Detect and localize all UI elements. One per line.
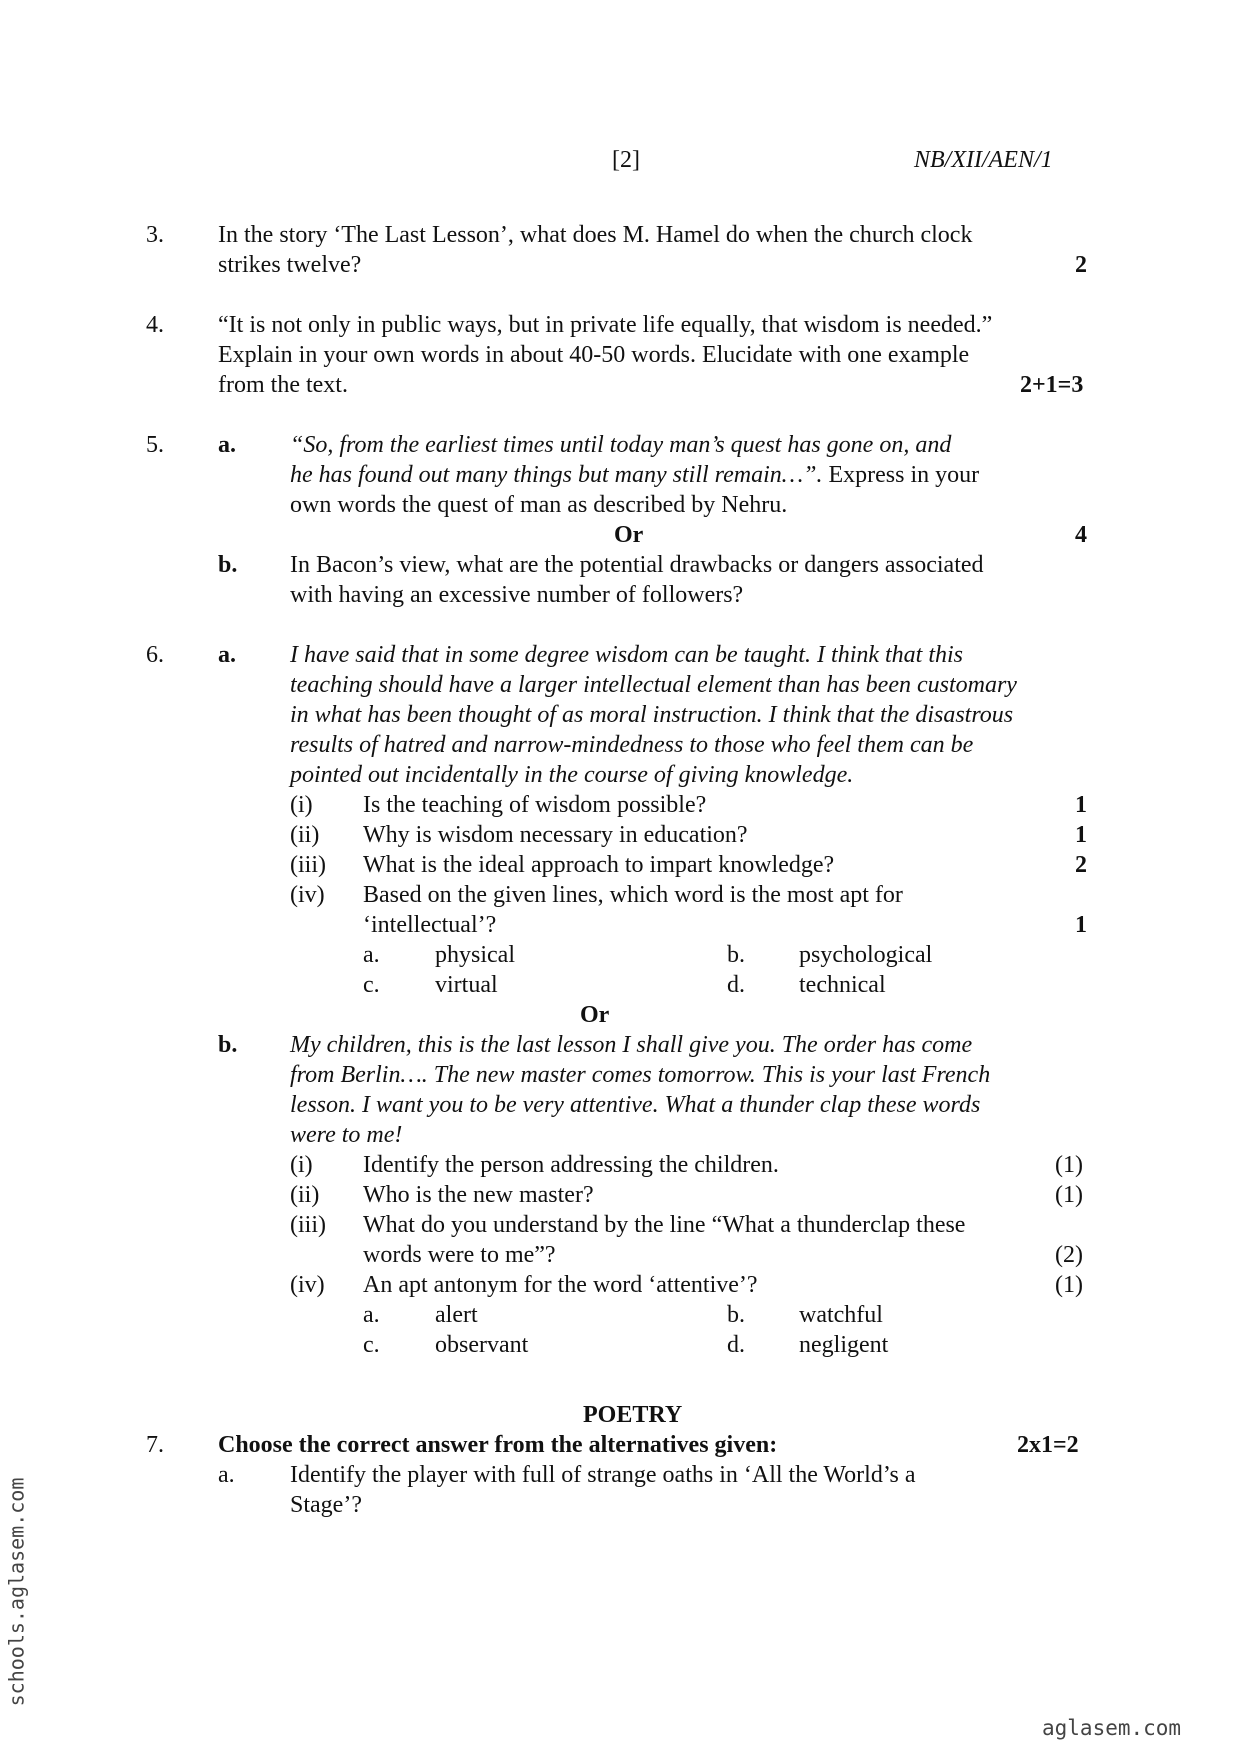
question-number: 5. bbox=[146, 432, 164, 458]
marks: 2 bbox=[1075, 252, 1087, 278]
sub-question-text: Identify the person addressing the children. bbox=[363, 1152, 779, 1178]
sub-question-text: Why is wisdom necessary in education? bbox=[363, 822, 748, 848]
marks: (1) bbox=[1055, 1152, 1083, 1178]
option-label: a. bbox=[218, 642, 236, 668]
question-text: from the text. bbox=[218, 372, 348, 398]
sub-question-number: (i) bbox=[290, 792, 313, 818]
choice-label: d. bbox=[727, 972, 745, 998]
question-text bbox=[290, 460, 979, 490]
question-text: Stage’? bbox=[290, 1492, 362, 1518]
option-label: b. bbox=[218, 552, 238, 578]
choice-text: negligent bbox=[799, 1332, 889, 1358]
watermark-side: schools.aglasem.com bbox=[4, 1477, 29, 1707]
question-number: 7. bbox=[146, 1432, 164, 1458]
sub-question-number: (ii) bbox=[290, 1182, 320, 1208]
question-text: In the story ‘The Last Lesson’, what does M. Hamel do when the church clock bbox=[218, 222, 973, 248]
question-instruction: Choose the correct answer from the alternatives given: bbox=[218, 1432, 778, 1458]
sub-question-text: ‘intellectual’? bbox=[363, 912, 497, 938]
question-text: Explain in your own words in about 40-50 words. Elucidate with one example bbox=[218, 342, 970, 368]
choice-text: physical bbox=[435, 942, 515, 968]
passage-line: lesson. I want you to be very attentive. What a thunder clap these words bbox=[290, 1092, 981, 1118]
choice-label: a. bbox=[363, 942, 380, 968]
sub-question-text: Based on the given lines, which word is the most apt for bbox=[363, 882, 903, 908]
or-divider: Or bbox=[614, 522, 644, 548]
question-text: with having an excessive number of followers? bbox=[290, 582, 744, 608]
marks: 2+1=3 bbox=[1020, 372, 1084, 398]
sub-question-text: What do you understand by the line “What a thunderclap these bbox=[363, 1212, 966, 1238]
choice-label: b. bbox=[727, 1302, 745, 1328]
marks: 4 bbox=[1075, 522, 1087, 548]
passage-line: were to me! bbox=[290, 1122, 403, 1148]
passage-line: results of hatred and narrow-mindedness to those who feel them can be bbox=[290, 732, 974, 758]
question-number: 6. bbox=[146, 642, 164, 668]
passage-line: I have said that in some degree wisdom can be taught. I think that this bbox=[290, 642, 964, 668]
choice-text: alert bbox=[435, 1302, 478, 1328]
page-number: [2] bbox=[612, 147, 640, 173]
marks: 1 bbox=[1075, 792, 1087, 818]
sub-question-text: An apt antonym for the word ‘attentive’? bbox=[363, 1272, 758, 1298]
sub-question-text: What is the ideal approach to impart knowledge? bbox=[363, 852, 835, 878]
marks: 1 bbox=[1075, 822, 1087, 848]
choice-label: b. bbox=[727, 942, 745, 968]
question-text: In Bacon’s view, what are the potential drawbacks or dangers associated bbox=[290, 552, 984, 578]
question-text: own words the quest of man as described by Nehru. bbox=[290, 492, 788, 518]
choice-text: observant bbox=[435, 1332, 529, 1358]
sub-question-number: (iii) bbox=[290, 852, 326, 878]
choice-label: a. bbox=[363, 1302, 380, 1328]
sub-question-text: Who is the new master? bbox=[363, 1182, 594, 1208]
sub-question-text: words were to me”? bbox=[363, 1242, 556, 1268]
question-number: 4. bbox=[146, 312, 164, 338]
choice-text: watchful bbox=[799, 1302, 883, 1328]
choice-label: c. bbox=[363, 1332, 380, 1358]
marks: 1 bbox=[1075, 912, 1087, 938]
quote-text: he has found out many things but many still remain…”. bbox=[290, 462, 823, 488]
option-label: b. bbox=[218, 1032, 238, 1058]
question-number: 3. bbox=[146, 222, 164, 248]
sub-question-number: (iv) bbox=[290, 882, 325, 908]
question-text: Express in your bbox=[822, 462, 980, 488]
choice-label: c. bbox=[363, 972, 380, 998]
paper-code: NB/XII/AEN/1 bbox=[914, 147, 1053, 173]
watermark-corner: aglasem.com bbox=[1042, 1716, 1182, 1740]
sub-question-number: (iv) bbox=[290, 1272, 325, 1298]
marks: 2x1=2 bbox=[1017, 1432, 1079, 1458]
passage-line: in what has been thought of as moral instruction. I think that the disastrous bbox=[290, 702, 1014, 728]
sub-question-number: (i) bbox=[290, 1152, 313, 1178]
sub-question-number: (ii) bbox=[290, 822, 320, 848]
passage-line: from Berlin…. The new master comes tomorrow. This is your last French bbox=[290, 1062, 991, 1088]
question-text: Identify the player with full of strange oaths in ‘All the World’s a bbox=[290, 1462, 916, 1488]
passage-line: teaching should have a larger intellectual element than has been customary bbox=[290, 672, 1017, 698]
marks: (1) bbox=[1055, 1272, 1083, 1298]
quote-text: “So, from the earliest times until today man’s quest has gone on, and bbox=[290, 432, 952, 458]
question-text: “It is not only in public ways, but in private life equally, that wisdom is needed.” bbox=[218, 312, 993, 338]
choice-text: virtual bbox=[435, 972, 498, 998]
choice-text: technical bbox=[799, 972, 886, 998]
passage-line: My children, this is the last lesson I shall give you. The order has come bbox=[290, 1032, 973, 1058]
option-label: a. bbox=[218, 1462, 235, 1488]
option-label: a. bbox=[218, 432, 236, 458]
marks: 2 bbox=[1075, 852, 1087, 878]
marks: (2) bbox=[1055, 1242, 1083, 1268]
choice-label: d. bbox=[727, 1332, 745, 1358]
choice-text: psychological bbox=[799, 942, 933, 968]
or-divider: Or bbox=[580, 1002, 610, 1028]
question-text: strikes twelve? bbox=[218, 252, 362, 278]
sub-question-text: Is the teaching of wisdom possible? bbox=[363, 792, 707, 818]
marks: (1) bbox=[1055, 1182, 1083, 1208]
sub-question-number: (iii) bbox=[290, 1212, 326, 1238]
section-heading: POETRY bbox=[583, 1402, 683, 1428]
passage-line: pointed out incidentally in the course of giving knowledge. bbox=[290, 762, 854, 788]
